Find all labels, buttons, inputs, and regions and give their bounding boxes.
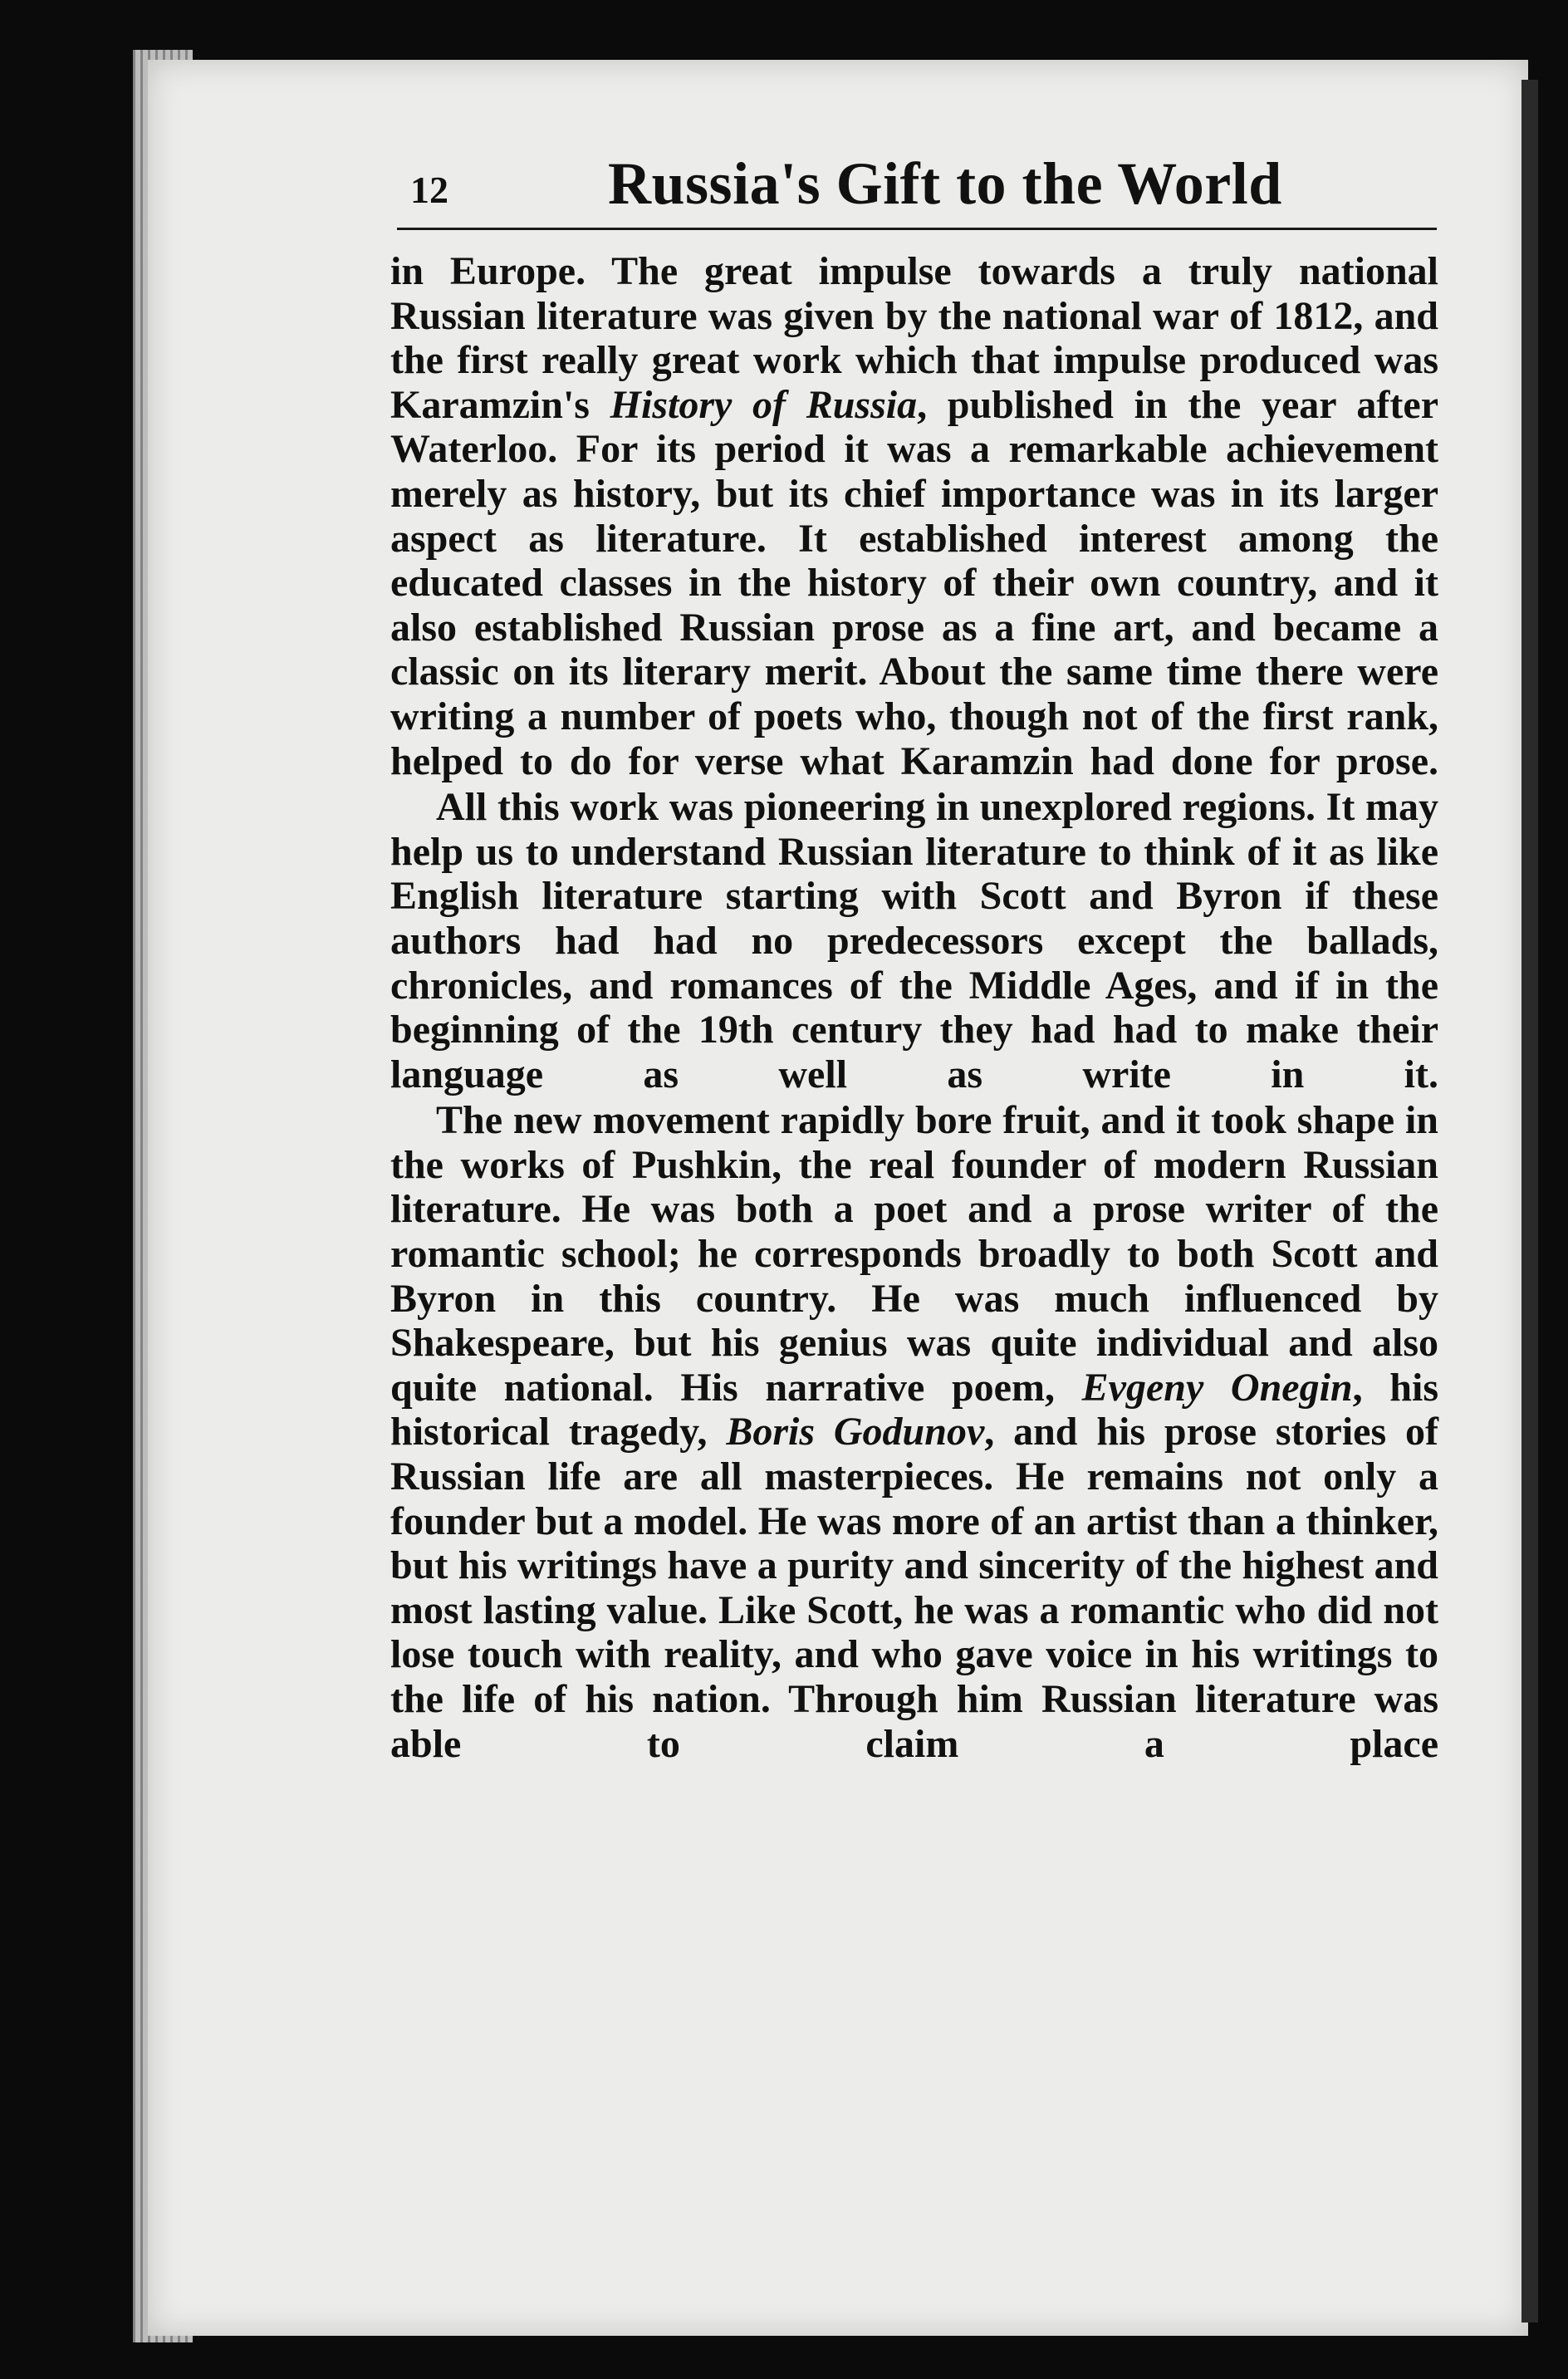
page-right-edge: [1521, 80, 1538, 2323]
page-number: 12: [410, 169, 448, 211]
italic-title-text: Boris Godunov: [726, 1410, 985, 1454]
paragraph: [390, 785, 1438, 1096]
paragraph-text: , his historical tragedy,: [390, 1365, 1438, 1454]
italic-title-text: History of Russia: [610, 382, 918, 427]
running-header: [397, 150, 1438, 233]
paragraph-text: , and his prose stories of Russian life are all masterpieces. He remains not only a founder but a model. He was more of an artist than a thinker, but his writings have a purity and sincerity of the highest and most lasting value. Like Scott, he was a romantic who did not lose touch with reality, and who gave voice in his writings to the life of his nation. Through him Russian literature was able to claim a place: [390, 1410, 1438, 1766]
header-rule: [397, 228, 1437, 230]
paragraph-text: , published in the year after Waterloo. For its period it was a remarkable achievement merely as history, but its chief importance was in its larger aspect as literature. It established interest among the educated classes in the history of their own country, and it also established Russian prose as a fine art, and became a classic on its literary merit. About the same time there were writing a number of poets who, though not of the first rank, helped to do for verse what Karamzin had done for prose.: [390, 382, 1439, 783]
body-text: [390, 249, 1438, 1766]
paragraph-text: All this work was pioneering in unexplored regions. It may help us to understand Russian literature to think of it as like English literature starting with Scott and Byron if these authors had had no predecessors except the ballads, chronicles, and romances of the Middle Ages, and if in the beginning of the 19th century they had had to make their language as well as write in it.: [390, 785, 1438, 1096]
italic-title-text: Evgeny Onegin: [1081, 1365, 1353, 1410]
paragraph-text: The new movement rapidly bore fruit, and it took shape in the works of Pushkin, the real founder of modern Russian literature. He was both a poet and a prose writer of the romantic school; he corresponds broadly to both Scott and Byron in this country. He was much influenced by Shakespeare, but his genius was quite individual and also quite national. His narrative poem,: [390, 1098, 1438, 1410]
paragraph-text: in Europe. The great impulse towards a truly national Russian literature was given by the national war of 1812, and the first really great work which that impulse produced was Karamzin's: [390, 249, 1438, 427]
running-title: Russia's Gift to the World: [608, 150, 1282, 217]
paragraph: [390, 1098, 1438, 1766]
paragraph: [390, 249, 1438, 783]
